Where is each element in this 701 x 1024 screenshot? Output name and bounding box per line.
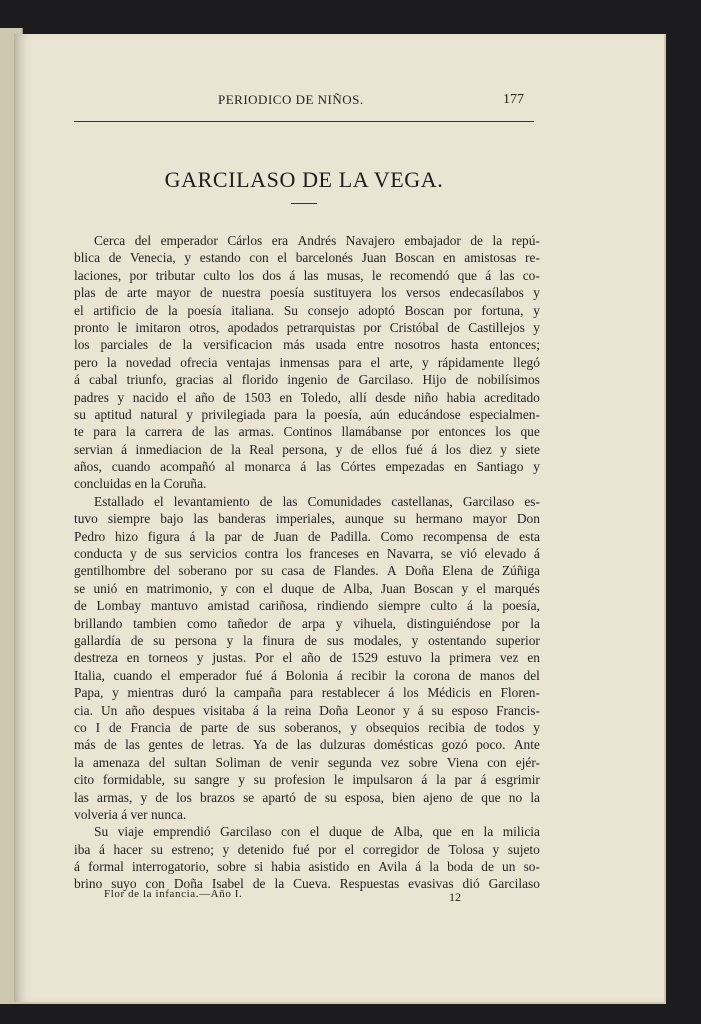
- text-line: Pedro hizo figura á la par de Juan de Padilla. Como recompensa de esta: [74, 528, 540, 544]
- text-line: volveria á ver nunca.: [74, 806, 187, 822]
- text-line: co I de Francia de parte de sus soberanos, y obsequios recibia de todos y: [74, 719, 540, 735]
- text-line: los parciales de la versificacion más usada entre nosotros hasta entonces;: [74, 337, 540, 353]
- text-line: concluidas en la Coruña.: [74, 476, 207, 492]
- text-line: plas de arte mayor de nuestra poesía sustituyera los versos endecasílabos y: [74, 285, 540, 301]
- title-divider: [291, 203, 317, 204]
- text-line: gallardía de su persona y la finura de sus modales, y ostentando superior: [74, 632, 540, 648]
- text-line: tuvo siempre bajo las banderas imperiales, aunque su hermano mayor Don: [74, 511, 540, 527]
- text-line: años, cuando acompañó al monarca á las Córtes empezadas en Santiago y: [74, 459, 540, 475]
- running-head: PERIODICO DE NIÑOS.: [218, 92, 364, 107]
- text-line: á cabal triunfo, gracias al florido ingenio de Garcilaso. Hijo de nobilísimos: [74, 372, 540, 388]
- text-line: brillando tambien como tañedor de arpa y vihuela, distinguiéndose por la: [74, 615, 540, 631]
- text-line: más de las gentes de letras. Ya de las dulzuras domésticas gozó poco. Ante: [74, 737, 540, 753]
- text-line: brino suyo con Doña Isabel de la Cueva. Respuestas evasivas dió Garcilaso: [74, 876, 540, 892]
- text-line: Estallado el levantamiento de las Comunidades castellanas, Garcilaso es-: [94, 493, 540, 509]
- text-line: servian á inmediacion de la Real persona, y de ellos fué á los diez y siete: [74, 441, 540, 457]
- text-line: de Lombay mantuvo amistad cariñosa, rindiendo siempre culto á la poesía,: [74, 598, 540, 614]
- text-line: destreza en torneos y justas. Por el año de 1529 estuvo la primera vez en: [74, 650, 540, 666]
- article-title: GARCILASO DE LA VEGA.: [164, 167, 444, 192]
- text-line: cia. Un año despues visitaba á la reina Doña Leonor y á su esposo Francis-: [74, 702, 540, 718]
- text-line: gentilhombre del soberano por su casa de Flandes. A Doña Elena de Zúñiga: [74, 563, 540, 579]
- page-number: 177: [503, 92, 524, 107]
- text-line: Cerca del emperador Cárlos era Andrés Navajero embajador de la repú-: [94, 233, 540, 248]
- text-line: conducta y de sus servicios contra los franceses en Navarra, se vió elevado á: [74, 546, 540, 562]
- text-line: te para la carrera de las armas. Continos llamábanse por entonces los que: [74, 424, 540, 440]
- text-line: la amenaza del sultan Soliman de venir segunda vez sobre Viena con ejér-: [74, 754, 540, 770]
- text-line: pero la novedad ofrecia ventajas inmensas para el arte, y rápidamente llegó: [74, 354, 540, 370]
- text-line: Papa, y mientras duró la campaña para restablecer á los Médicis en Floren-: [74, 685, 540, 701]
- text-line: blica de Venecia, y estando con el barcelonés Juan Boscan en amistosas re-: [74, 250, 540, 266]
- header-rule: [74, 121, 534, 122]
- text-line: á formal interrogatorio, sobre si habia asistido en Avila á la boda de un so-: [74, 859, 540, 875]
- text-line: se unió en matrimonio, y con el duque de Alba, Juan Boscan y el marqués: [74, 580, 540, 596]
- text-line: el artificio de la poesía italiana. Su consejo adoptó Boscan por fortuna, y: [74, 302, 540, 318]
- footer-signature: 12: [449, 890, 461, 904]
- text-line: laciones, por tributar culto los dos á las musas, le recomendó que á las co-: [74, 267, 540, 283]
- text-line: su aptitud natural y privilegiada para la poesía, aún educándose especialmen-: [74, 406, 540, 422]
- text-line: Italia, cuando el emperador fué á Bolonia á recibir la corona de manos del: [74, 667, 540, 683]
- text-line: padres y nacido el año de 1503 en Toledo, allí desde niño habia acreditado: [74, 389, 540, 405]
- text-line: Su viaje emprendió Garcilaso con el duque de Alba, que en la milicia: [94, 824, 540, 840]
- article-body: [74, 232, 540, 893]
- text-line: cito formidable, su sangre y su profesion le impulsaron á la par á esgrimir: [74, 772, 540, 788]
- footer-publication: Flor de la infancia.—Año I.: [104, 888, 243, 900]
- text-line: las armas, y de los brazos se apartó de su esposa, bien ajeno de que no la: [74, 789, 540, 805]
- text-line: pronto le imitaron otros, apodados petrarquistas por Cristóbal de Castillejos y: [74, 319, 540, 335]
- text-line: iba á hacer su estreno; y detenido fué por el corregidor de Tolosa y sujeto: [74, 841, 540, 857]
